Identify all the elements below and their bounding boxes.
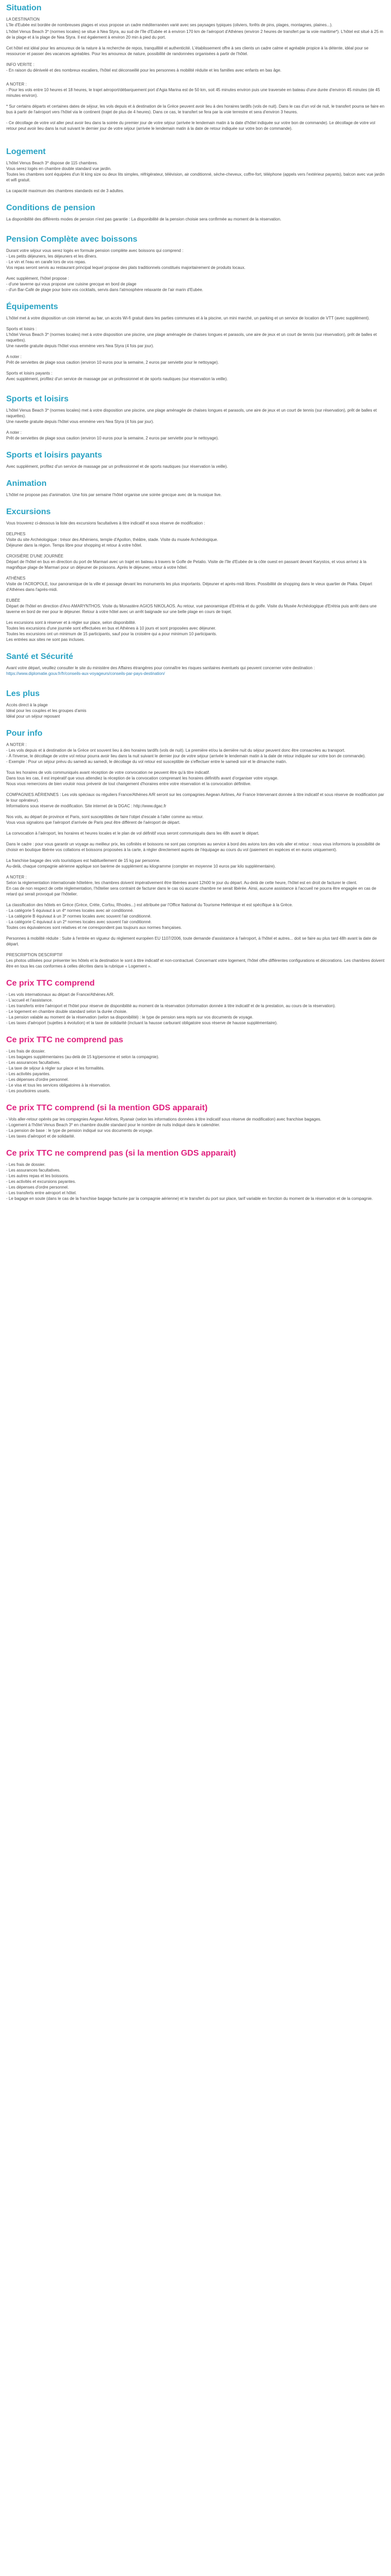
sports-payants-section	[6, 450, 385, 469]
list-item: - Les taxes d'aéroport (sujettes à évolution) et la taxe de solidarité (incluant la hausse carburant obligatoire sous réserve de hausse supplémentaire).	[6, 1021, 278, 1025]
paragraph: Tous les horaires de vols communiqués avant réception de votre convocation ne peuvent être qu'à titre indicatif. Dans tous les cas, il est impératif que vous attendiez la réception de la convocation comprenant les horaires définitifs avant d'organiser votre voyage. Nous vous remercions de bien vouloir nous prévenir de tout changement d'horaires entre votre réservation et la convocation définitive.	[6, 770, 279, 786]
logement-section	[6, 147, 385, 194]
list-item: - Les dépenses d'ordre personnel.	[6, 1077, 69, 1082]
paragraph: La classification des hôtels en Grèce (Grèce, Crète, Corfou, Rhodes...) est attribuée par l'Office National du Tourisme Hellénique et est spécifique à la Grèce. - La catégorie 5 équivaut à un 4* normes locales avec air conditionné. - La catégorie B équivaut à un 3* normes locales avec souvent l'air conditionné. - La catégorie C équivaut à un 2* normes locales avec souvent l'air conditionné. Toutes ces équivalences sont relatives et ne correspondent pas toujours aux normes françaises.	[6, 903, 293, 930]
paragraph: Visite du site Archéologique : trésor des Athéniens, temple d'Apollon, théâtre, stade. Visite du musée Archéologique. Déjeuner dans la région. Temps libre pour shopping et retour à votre hôtel.	[6, 537, 218, 548]
page	[0, 0, 391, 1201]
list-item: - La pension de base : le type de pension indiqué sur vos documents de voyage.	[6, 1128, 154, 1133]
paragraph: La disponibilité des différents modes de pension n'est pas garantie : La disponibilité de la pension choisie sera confirmée au moment de la réservation.	[6, 217, 282, 222]
list-item: - Le logement en chambre double standard selon la durée choisie.	[6, 1009, 127, 1014]
paragraph: * Sur certains départs et certaines dates de séjour, les vols depuis et à destination de la Grèce peuvent avoir lieu à des horaires tardifs (vols de nuit). Dans le cas d'un vol de nuit, le transfert pourra se faire en bus à partir de l'aéroport vers l'hôtel via le continent (trajet de plus de 4 heures). Dans ce cas, le transfert se fera par la voie terrestre et sera d'environ 3 heures.	[6, 104, 385, 114]
label: ATHÈNES	[6, 576, 26, 581]
list-item: - L'accueil et l'assistance.	[6, 998, 53, 1003]
list-item: - Les pourboires usuels.	[6, 1089, 51, 1093]
list-item: - Vols aller-retour opérés par les compagnies Aegean Airlines, Ryanair (selon les informations données à titre indicatif sous réserve de modification) avec franchise bagages.	[6, 1117, 321, 1122]
list-item: - Les bagages supplémentaires (au-delà de 15 kg/personne et selon la compagnie).	[6, 1055, 159, 1059]
label: A noter :	[6, 354, 22, 359]
list-item: - Les assurances facultatives.	[6, 1060, 61, 1065]
section-title: Sports et loisirs payants	[6, 451, 102, 460]
label: LA DESTINATION	[6, 17, 40, 22]
paragraph: Avec supplément, l'hôtel propose : - d'une taverne qui vous propose une cuisine grecque en bord de plage - d'un Bar-Café de plage pour boire vos cocktails, servis dans l'atmosphère relaxante de l'air marin d'Eubée.	[6, 276, 203, 292]
paragraph: L'hôtel ne propose pas d'animation. Une fois par semaine l'hôtel organise une soirée grecque avec de la musique live.	[6, 493, 222, 497]
list-item: - Les taxes d'aéroport et de solidarité.	[6, 1134, 75, 1139]
paragraph: L'hôtel Venus Beach 3* (normes locales) se situe à Nea Styra, au sud de l'île d'Eubée et à environ 170 km de l'aéroport d'Athènes (environ 2 heures de transfert par la voie maritime*). L'hôtel est situé à 25 m de la plage et à la plage de Nea Styra. Il est également à environ 20 min à pied du port.	[6, 29, 383, 40]
section-title: Ce prix TTC comprend (si la mention GDS apparait)	[6, 1104, 208, 1112]
paragraph	[6, 665, 385, 676]
paragraph: Les excursions sont à réserver et à régler sur place, selon disponibilité. Toutes les excursions d'une journée sont effectuées en bus et Athènes à 10 jours et sont proposées avec déjeuner. Toutes les excursions ont un minimum de 15 participants, sauf pour la croisière qui a pour minimum 10 participants. Les entrées aux sites ne sont pas incluses.	[6, 620, 217, 642]
prix-gds-ne-comprend-section	[6, 1148, 385, 1201]
paragraph: Cet hôtel est idéal pour les amoureux de la nature à la recherche de repos, tranquillité et authenticité. L'établissement offre à ses clients un cadre calme et agréable propice à la détente, idéal pour se ressourcer et passer des vacances agréables. Pour les amoureux de nature, possibilité de randonnées organisées à partir de l'hôtel.	[6, 46, 369, 56]
paragraph: Avec supplément, profitez d'un service de massage par un professionnel et de sports nautiques (sur réservation la veille).	[6, 464, 228, 469]
list-item: - Les autres repas et les boissons.	[6, 1174, 69, 1178]
section-title: Situation	[6, 4, 42, 12]
prix-ne-comprend-section	[6, 1035, 385, 1094]
conditions-section	[6, 203, 385, 222]
section-title: Équipements	[6, 302, 58, 311]
paragraph: - Pour les vols entre 10 heures et 18 heures, le trajet aéroport/débarquement port d'Agia Marina est de 50 km, soit 45 minutes environ puis une traversée en bateau d'une durée d'environ 45 minutes (de 45 minutes environ).	[6, 88, 380, 98]
label: DELPHES	[6, 532, 26, 536]
label: PRESCRIPTION DESCRIPTIF	[6, 953, 63, 957]
paragraph: Accès direct à la plage Idéal pour les couples et les groupes d'amis Idéal pour un séjour reposant	[6, 703, 87, 719]
label: A noter :	[6, 430, 22, 435]
pension-section	[6, 234, 385, 293]
label: A NOTER :	[6, 82, 27, 87]
list-item: - Les activités payantes.	[6, 1072, 51, 1076]
paragraph: COMPAGNIES AÉRIENNES : Les vols spéciaux ou réguliers France/Athènes A/R seront sur les compagnies Aegean Airlines, Air France Intervenant donnée à titre indicatif et sous réserve de modification par le tour opérateur). Informations sous réserve de modification. Site internet de la DGAC : http://www.dgac.fr	[6, 792, 384, 808]
paragraph: La franchise bagage des vols touristiques est habituellement de 15 kg par personne. Au-delà, chaque compagnie aérienne applique son barème de supplément au kilogramme (compter en moyenne 10 euros par kilo supplémentaire).	[6, 858, 276, 869]
section-title: Santé et Sécurité	[6, 652, 73, 661]
list-item: - Les dépenses d'ordre personnel.	[6, 1185, 69, 1190]
paragraph: Vous trouverez ci-dessous la liste des excursions facultatives à titre indicatif et sous réserve de modification :	[6, 521, 205, 526]
paragraph: Départ de l'hôtel en direction d'Ano AMARYNTHOS. Visite du Monastère AGIOS NIKOLAOS. Au retour, vue panoramique d'Erétria et du golfe. Visite du Musée Archéologique d'Erétria puis arrêt dans une taverne en bord de mer pour le déjeuner. Retour à votre hôtel avec un arrêt baignade sur une belle plage en cours de trajet.	[6, 604, 377, 614]
list-item: - Logement à l'hôtel Venus Beach 3* en chambre double standard pour le nombre de nuits indiqué dans le calendrier.	[6, 1123, 220, 1127]
label: Sports et loisirs :	[6, 327, 37, 331]
section-title: Animation	[6, 479, 47, 488]
list-item: - Les assurances facultatives.	[6, 1168, 61, 1173]
paragraph: L'hôtel met à votre disposition un coin internet au bar, un accès Wi-fi gratuit dans les parties communes et à la piscine, un mini marché, un parking et un service de location de VTT (avec supplément).	[6, 316, 370, 320]
label: INFO VERITE :	[6, 62, 35, 67]
diplomatie-link[interactable]: https://www.diplomatie.gouv.fr/fr/conseils-aux-voyageurs/conseils-par-pays-destination/	[6, 671, 165, 676]
paragraph: - Ce décollage de votre vol aller peut avoir lieu dans la soirée du premier jour de votre séjour (arrivée le lendemain matin à la date d'hôtel indiquée sur votre bon de commande). Le décollage de votre vol retour peut avoir lieu dans la nuit suivant le dernier jour de votre séjour (arrivée le lendemain matin à la date de retour indiquée sur votre bon de commande).	[6, 121, 376, 131]
list-item: - Les transferts entre l'aéroport et l'hôtel pour réserve de disponibilité au moment de la réservation (information donnée à titre indicatif et de la prestation, au cours de la réservation).	[6, 1004, 336, 1008]
section-title: Ce prix TTC ne comprend pas (si la mention GDS apparait)	[6, 1149, 236, 1158]
paragraph: L'hôtel Venus Beach 3* (normes locales) met à votre disposition une piscine, une plage aménagée de chaises longues et parasols, une aire de jeux et un court de tennis (sur réservation), prêt de balles et raquettes). Une navette gratuite depuis l'hôtel vous emmène vers Nea Styra (4 fois par jour).	[6, 408, 377, 424]
partir-section	[6, 728, 385, 969]
list-item: - Le visa et tous les services obligatoires à la réservation.	[6, 1083, 111, 1088]
paragraph: Les photos utilisées pour présenter les hôtels et la destination le sont à titre indicatif et non-contractuel. Concernant votre logement, l'hôtel offre différentes configurations et décorations. Les chambres doivent être en tous les cas conformes à celles décrites dans la rubrique « Logement ».	[6, 958, 385, 969]
paragraph: - Les vols depuis et à destination de la Grèce ont souvent lieu à des horaires tardifs (vols de nuit). La première et/ou la dernière nuit du séjour peuvent donc être consacrées au transport. - À l'inverse, le décollage de votre vol retour pourra avoir lieu dans la nuit suivant le dernier jour de votre séjour (arrivée le lendemain matin à la date de retour indiquée sur votre bon de commande). - Exemple : Pour un séjour prévu du samedi au samedi, le décollage du vol retour est susceptible de s'effectuer entre le samedi soir et le dimanche matin.	[6, 748, 366, 764]
animation-section	[6, 479, 385, 498]
list	[6, 1116, 385, 1139]
paragraph: Visite de l'ACROPOLE, tour panoramique de la ville et passage devant les monuments les plus importants. Déjeuner et après-midi libres. Possibilité de shopping dans le vieux quartier de Plaka. Départ d'Athènes dans l'après-midi.	[6, 582, 372, 592]
section-title: Conditions de pension	[6, 204, 95, 212]
paragraph: La convocation à l'aéroport, les horaires et heures locales et le plan de vol définitif vous seront communiqués dans les 48h avant le départ.	[6, 831, 259, 836]
sports-section	[6, 394, 385, 441]
list-item: - Les activités et excursions payantes.	[6, 1179, 76, 1184]
list-item: - Le bagage en soute (dans le cas de la franchise bagage facturée par la compagnie aérienne) et le transfert du port sur place, tarif variable en fonction du moment de la réservation et de la compagnie.	[6, 1196, 373, 1201]
paragraph: Dans le cadre : pour vous garantir un voyage au meilleur prix, les cofinités et boissons ne sont pas comprises au service à bord des avions lors des vols aller et retour : nous vous informons la possibilité de choisir en boutique libérée vos collations et boissons proposées à la carte, à régler directement auprès de l'équipage au cours du vol (paiement en espèces et en euros uniquement).	[6, 842, 380, 852]
paragraph: Prêt de serviettes de plage sous caution (environ 10 euros pour la semaine, 2 euros par serviette pour le nettoyage).	[6, 436, 219, 440]
paragraph: La capacité maximum des chambres standards est de 3 adultes.	[6, 189, 124, 193]
label: A NOTER :	[6, 742, 27, 747]
section-title: Ce prix TTC ne comprend pas	[6, 1036, 123, 1044]
section-title: Ce prix TTC comprend	[6, 979, 95, 988]
list-item: - Les frais de dossier.	[6, 1049, 46, 1054]
list	[6, 1162, 385, 1201]
list-item: - Les vols internationaux au départ de France/Athènes A/R.	[6, 992, 115, 997]
list	[6, 1048, 385, 1094]
list-item: - La taxe de séjour à régler sur place et les formalités.	[6, 1066, 105, 1071]
paragraph: Nos vols, au départ de province et Paris, sont susceptibles de faire l'objet d'escale à l'aller comme au retour. Vous vous signalons que l'aéroport d'arrivée de Paris peut être différent de l'aéroport de départ.	[6, 815, 204, 825]
paragraph: Départ de l'hôtel en bus en direction du port de Marmari avec un trajet en bateau à travers le Golfe de Petalio. Visite de l'île d'Eubée de la côte ouest en passant devant Karystos, et vous arrivez à la magnifique plage de Marmari pour un déjeuner de poissons. Après le déjeuner, retour à votre hôtel.	[6, 560, 367, 570]
section-title: Les plus	[6, 689, 40, 698]
situation-section	[6, 3, 385, 131]
equipements-section	[6, 302, 385, 382]
label: Sports et loisirs payants :	[6, 371, 53, 376]
paragraph: Personnes à mobilité réduite : Suite à l'entrée en vigueur du règlement européen EU 1107/2006, toute demande d'assistance à l'aéroport, à l'hôtel et autres... doit se faire au plus tard 48h avant la date de départ.	[6, 936, 377, 946]
section-title: Pension Complète avec boissons	[6, 235, 138, 244]
paragraph: A NOTER : Selon la réglementation internationale hôtelière, les chambres doivent impérativement être libérées avant 12h00 le jour du départ. Au-delà de cette heure, l'hôtel est en droit de facturer le client. En cas de non respect de cette réglementation, l'hôtelier sera contraint de facturer dans le cas où aucune chambre ne serait libérée. Ainsi, aucune assistance à l'accueil ne pourra être engagée en cas de retard qui serait provoqué par l'hôtelier.	[6, 875, 377, 896]
section-title: Sports et loisirs	[6, 395, 69, 403]
sante-section	[6, 652, 385, 676]
plus-section	[6, 689, 385, 719]
list-item: - La pension valable au moment de la réservation (selon sa disponibilité) : le type de pension sera repris sur vos documents de voyage.	[6, 1015, 253, 1020]
list-item: - Les transferts entre aéroport et hôtel.	[6, 1191, 77, 1195]
paragraph: Prêt de serviettes de plage sous caution (environ 10 euros pour la semaine, 2 euros par serviette pour le nettoyage).	[6, 360, 219, 365]
paragraph: L'île d'Eubée est bordée de nombreuses plages et vous propose un cadre méditerranéen varié avec ses paysages typiques (oliviers, forêts de pins, plages, montagnes, plaines...).	[6, 23, 333, 27]
paragraph: Avec supplément, profitez d'un service de massage par un professionnel et de sports nautiques (sur réservation la veille).	[6, 377, 228, 381]
prix-gds-comprend-section	[6, 1103, 385, 1139]
excursions-section	[6, 507, 385, 642]
section-title: Excursions	[6, 507, 51, 516]
label: EUBÉE	[6, 598, 21, 603]
prix-comprend-section	[6, 978, 385, 1026]
paragraph: L'hôtel Venus Beach 3* dispose de 115 chambres. Vous serez logés en chambre double standard vue jardin. Toutes les chambres sont équipées d'un lit king size ou deux lits simples, réfrigérateur, télévision, air conditionné, sèche-cheveux, coffre-fort, téléphone (appels vers l'extérieur payants), balcon avec vue jardin et wifi gratuit.	[6, 161, 385, 182]
paragraph: Durant votre séjour vous serez logés en formule pension complète avec boissons qui comprend : - Les petits déjeuners, les déjeuners et les dîners. - Le vin et l'eau en carafe lors de vos repas. Vos repas seront servis au restaurant principal lequel propose des plats traditionnels constitués majoritairement de produits locaux.	[6, 248, 246, 270]
sante-text: Avant votre départ, veuillez consulter le site du ministère des Affaires étrangères pour connaître les risques sanitaires éventuels qui peuvent concerner votre destination :	[6, 666, 315, 670]
label: CROISIÈRE D'UNE JOURNÉE	[6, 554, 63, 558]
list	[6, 992, 385, 1026]
section-title: Logement	[6, 147, 46, 156]
paragraph: - En raison du dénivelé et des nombreux escaliers, l'hôtel est déconseillé pour les personnes à mobilité réduite et les familles avec enfants en bas âge.	[6, 68, 282, 73]
paragraph: L'hôtel Venus Beach 3* (normes locales) met à votre disposition une piscine, une plage aménagée de chaises longues et parasols, une aire de jeux et un court de tennis (sur réservation), prêt de balles et raquettes). Une navette gratuite depuis l'hôtel vous emmène vers Nea Styra (4 fois par jour).	[6, 332, 377, 348]
list-item: - Les frais de dossier.	[6, 1162, 46, 1167]
section-title: Pour info	[6, 729, 43, 738]
